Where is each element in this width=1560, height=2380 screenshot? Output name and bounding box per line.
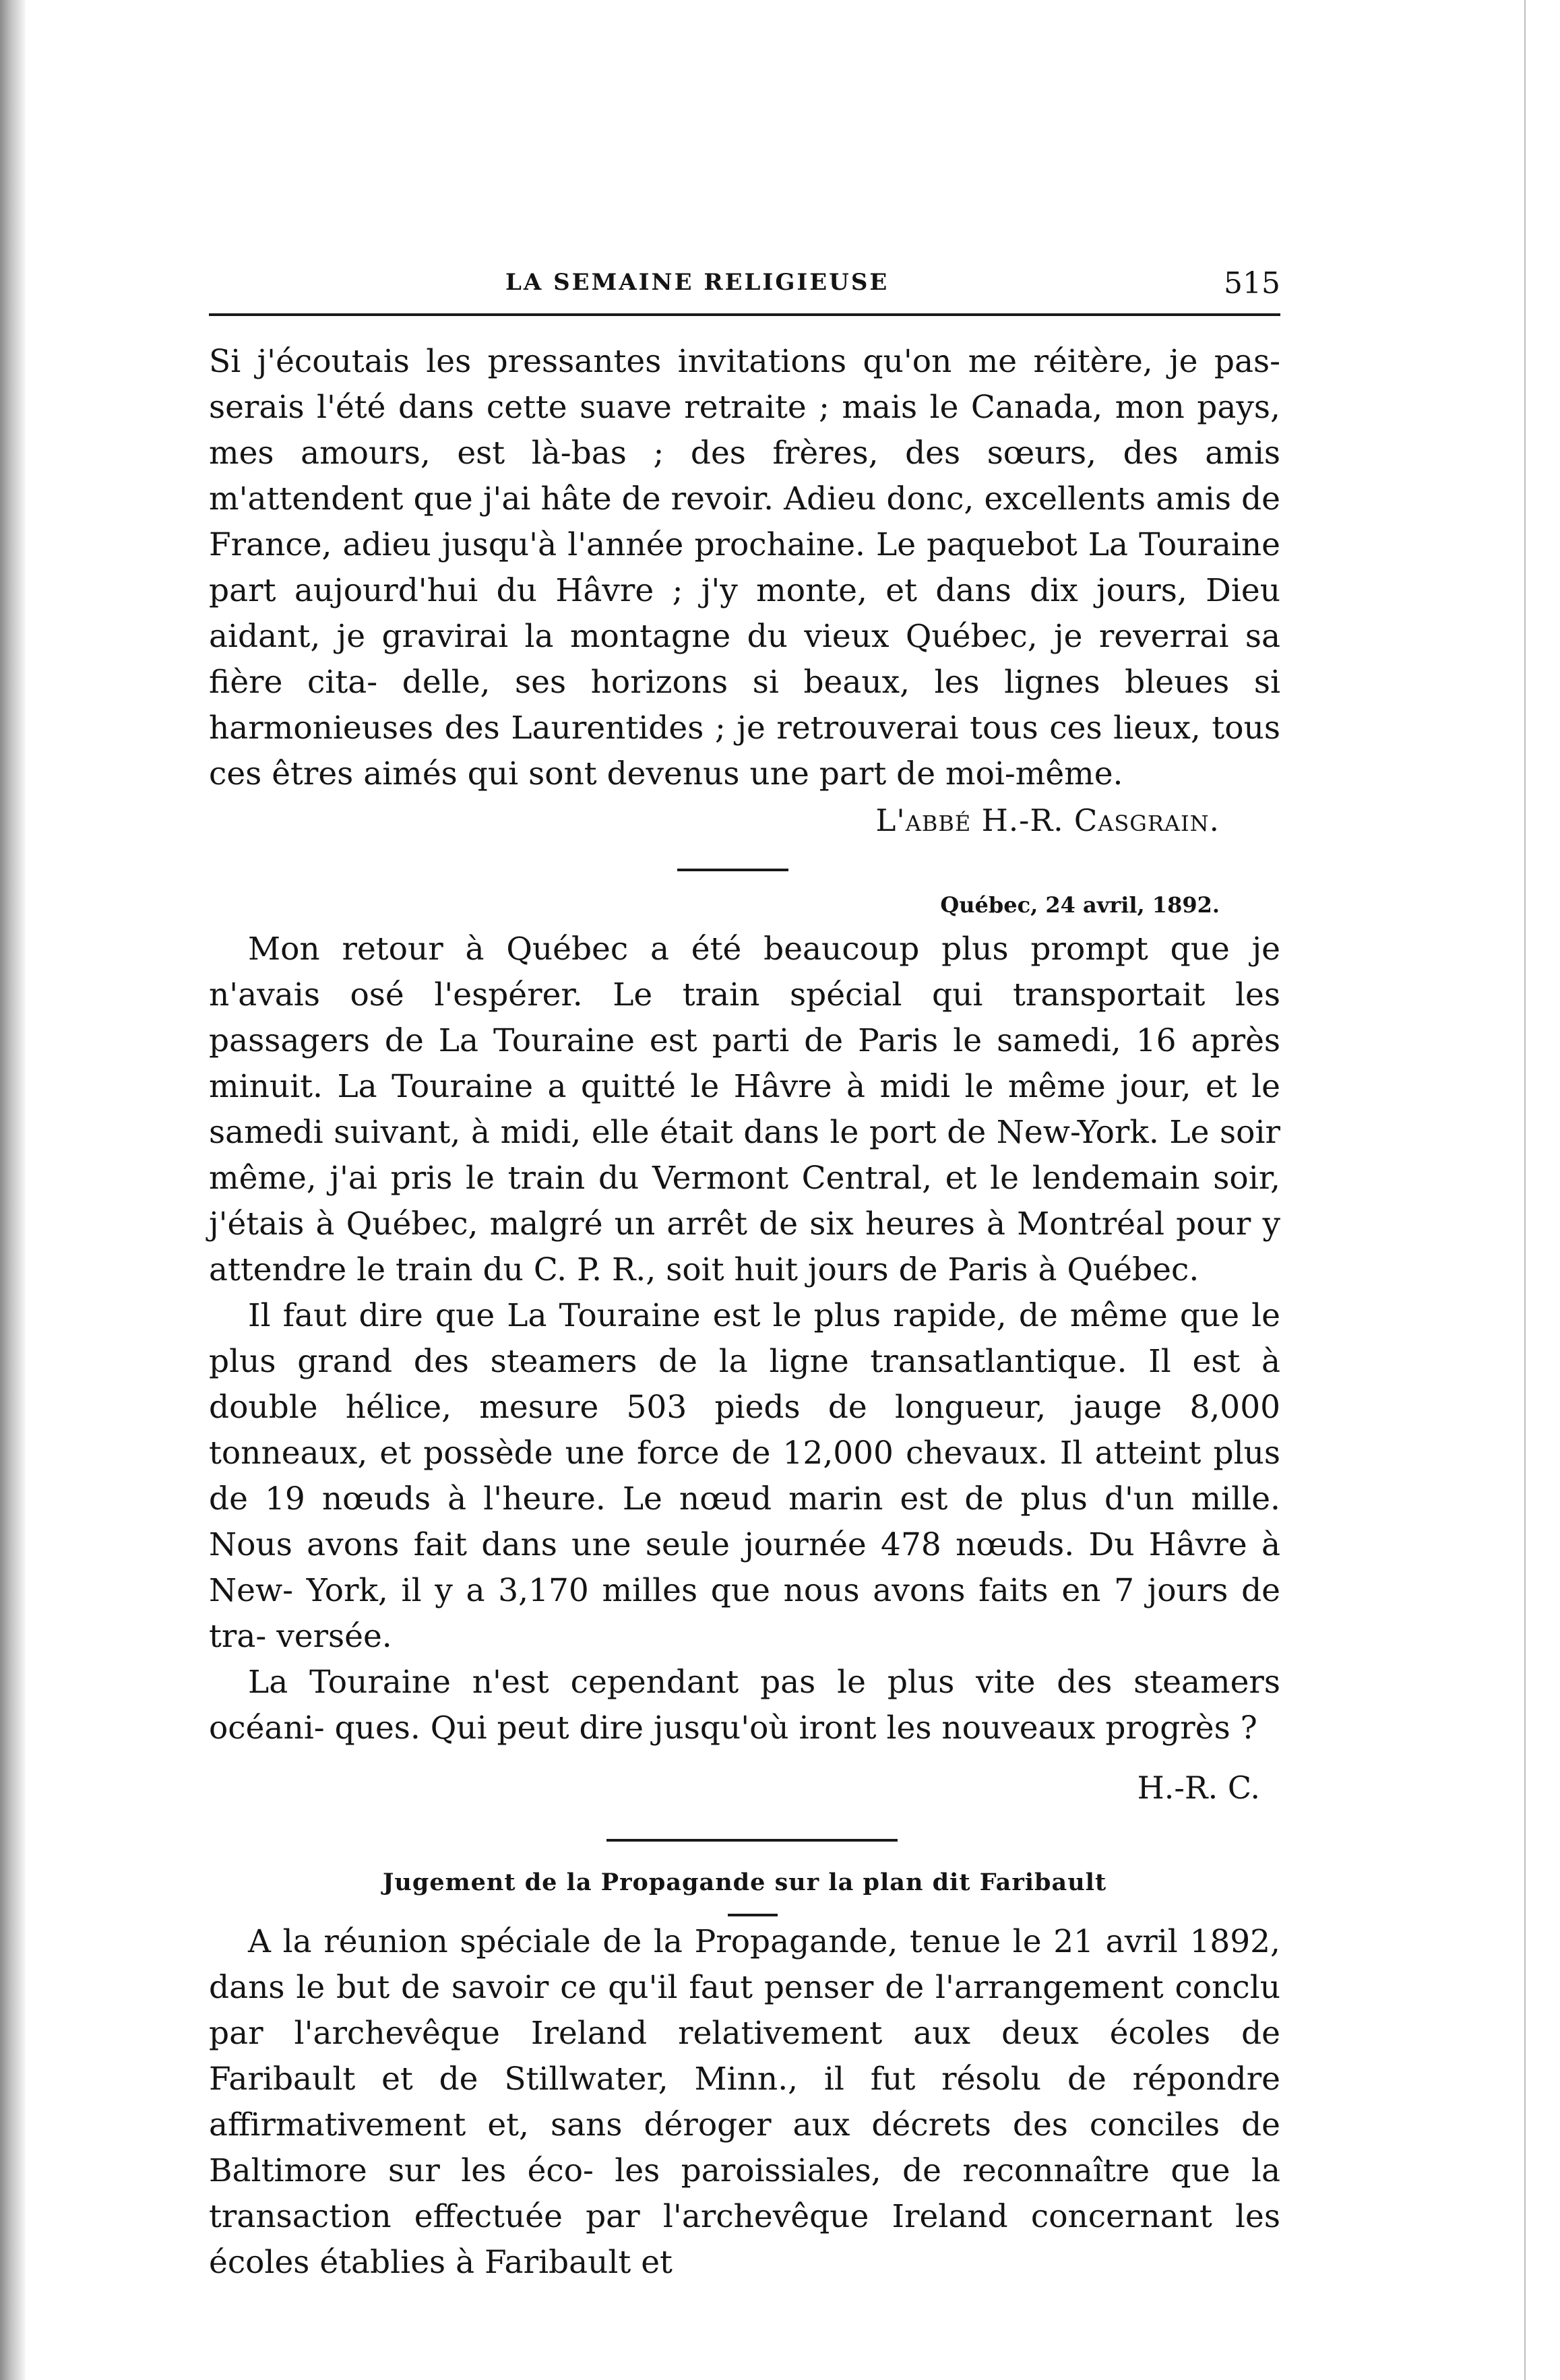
text-line: que j'ai hâte de revoir. Adieu donc, excellents amis de France, (209, 480, 1280, 563)
text-line: York, il y a 3,170 milles que nous avons faits en 7 jours de tra- (209, 1572, 1280, 1655)
text-line: osé l'espérer. Le train spécial qui transportait les passagers de (209, 976, 1280, 1059)
text-line: les paroissiales, de reconnaître que la transaction effectuée par (209, 2152, 1280, 2235)
text-line: plus grand des steamers de la ligne transatlantique. Il est à (209, 1343, 1280, 1380)
postscript-paragraph-1 (209, 927, 1280, 1293)
running-title: LA SEMAINE RELIGIEUSE (505, 269, 890, 296)
text-line: Il faut dire que La Touraine est le plus rapide, de même que le (248, 1297, 1280, 1334)
running-header (209, 266, 1280, 316)
text-line: suivant, à midi, elle était dans le port de New-York. Le soir (334, 1114, 1280, 1151)
text-line: serais l'été dans cette suave retraite ; mais le Canada, mon pays, (209, 389, 1280, 426)
text-line: ques. Qui peut dire jusqu'où iront les nouveaux progrès ? (334, 1710, 1257, 1747)
text-line: même, j'ai pris le train du Vermont Central, et le lendemain soir, (209, 1160, 1280, 1197)
postscript-paragraph-2 (209, 1293, 1280, 1660)
initials-signoff: H.-R. C. (1137, 1770, 1260, 1806)
text-line: A la réunion spéciale de la Propagande, tenue le 21 avril 1892, (248, 1923, 1280, 1960)
text-line: j'étais à Québec, malgré un arrêt de six heures à Montréal pour y (209, 1205, 1280, 1243)
text-line: avons fait dans une seule journée 478 nœuds. Du Hâvre à New- (209, 1526, 1280, 1609)
text-line: Laurentides ; je retrouverai tous ces lieux, tous ces êtres aimés (209, 710, 1280, 792)
text-line: l'archevêque Ireland concernant les écoles établies à Faribault et (209, 2198, 1280, 2281)
text-line: et possède une force de 12,000 chevaux. Il atteint plus de 19 (209, 1435, 1280, 1517)
text-line: Si j'écoutais les pressantes invitations qu'on me réitère, je pas- (209, 343, 1280, 380)
section-heading: Jugement de la Propagande sur la plan dit Faribault (382, 1869, 1107, 1896)
text-line: et de Stillwater, Minn., il fut résolu de répondre affirmativement (209, 2061, 1280, 2143)
author-signature (209, 797, 1220, 844)
section-paragraph (209, 1919, 1280, 2286)
letter-paragraph (209, 339, 1280, 797)
author-signature-text: L'abbé H.-R. Casgrain. (875, 803, 1220, 838)
text-line: delle, ses horizons si beaux, les lignes bleues si harmonieuses des (209, 664, 1281, 747)
text-line: versée. (276, 1618, 392, 1655)
text-line: attendre le train du C. P. R., soit huit jours de Paris à Québec. (209, 1251, 1199, 1288)
text-line: adieu jusqu'à l'année prochaine. Le paquebot La Touraine part (209, 526, 1280, 609)
text-line: mes amours, est là-bas ; des frères, des sœurs, des amis m'attendent (209, 435, 1280, 518)
text-line: Touraine a quitté le Hâvre à midi le même jour, et le samedi (209, 1068, 1280, 1151)
text-line: et, sans déroger aux décrets des conciles de Baltimore sur les éco- (209, 2106, 1280, 2189)
dateline: Québec, 24 avril, 1892. (940, 892, 1220, 918)
document-page (209, 266, 1280, 2286)
text-line: La Touraine est parti de Paris le samedi, 16 après minuit. La (209, 1022, 1281, 1105)
text-line: nœuds à l'heure. Le nœud marin est de plus d'un mille. Nous (209, 1480, 1280, 1563)
text-line: double hélice, mesure 503 pieds de longueur, jauge 8,000 tonneaux, (209, 1389, 1280, 1472)
text-line: qui sont devenus une part de moi-même. (467, 755, 1123, 792)
page-number: 515 (1224, 266, 1280, 301)
section-divider-rule (606, 1839, 898, 1842)
text-line: aujourd'hui du Hâvre ; j'y monte, et dans dix jours, Dieu aidant, (209, 572, 1280, 655)
text-line: La Touraine n'est cependant pas le plus vite des steamers océani- (209, 1664, 1280, 1747)
scan-binding-edge (0, 0, 26, 2380)
postscript-paragraph-3 (209, 1660, 1280, 1751)
scan-page-edge (1524, 0, 1526, 2380)
heading-underline-rule (728, 1914, 778, 1916)
text-line: par l'archevêque Ireland relativement aux deux écoles de Faribault (209, 2015, 1280, 2098)
separator-rule (677, 869, 788, 871)
text-line: dans le but de savoir ce qu'il faut penser de l'arrangement conclu (209, 1969, 1280, 2006)
text-line: je gravirai la montagne du vieux Québec, je reverrai sa fière cita- (209, 618, 1281, 701)
text-line: Mon retour à Québec a été beaucoup plus prompt que je n'avais (209, 931, 1280, 1013)
